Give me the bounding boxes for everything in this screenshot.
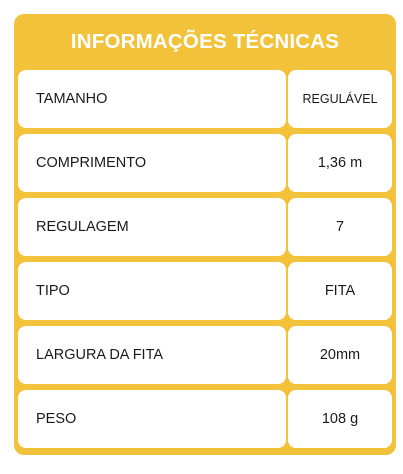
spec-row-regulagem: [18, 198, 392, 256]
spec-label: TIPO: [18, 262, 286, 320]
spec-row-comprimento: [18, 134, 392, 192]
spec-row-tipo: [18, 262, 392, 320]
specs-card: [14, 14, 396, 455]
spec-label: TAMANHO: [18, 70, 286, 128]
spec-row-peso: [18, 390, 392, 448]
spec-row-largura-da-fita: [18, 326, 392, 384]
spec-value: 20mm: [288, 326, 392, 384]
spec-value: REGULÁVEL: [288, 70, 392, 128]
spec-label: LARGURA DA FITA: [18, 326, 286, 384]
spec-value: FITA: [288, 262, 392, 320]
spec-value: 7: [288, 198, 392, 256]
spec-value: 108 g: [288, 390, 392, 448]
spec-label: REGULAGEM: [18, 198, 286, 256]
spec-label: COMPRIMENTO: [18, 134, 286, 192]
card-title: INFORMAÇÕES TÉCNICAS: [70, 30, 340, 53]
spec-value: 1,36 m: [288, 134, 392, 192]
spec-label: PESO: [18, 390, 286, 448]
spec-row-tamanho: [18, 70, 392, 128]
